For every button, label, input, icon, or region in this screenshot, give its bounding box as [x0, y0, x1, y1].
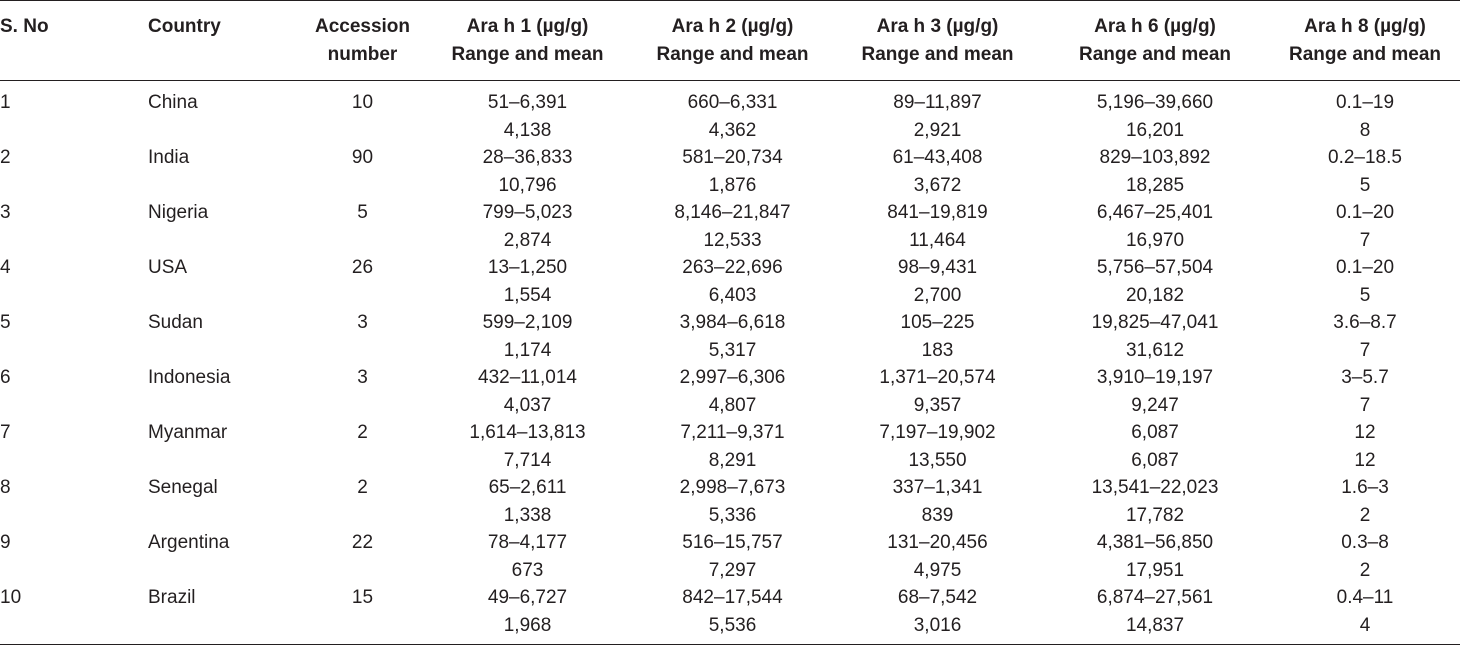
- cell-ara-h2: [630, 584, 835, 644]
- cell-sno: 5: [0, 312, 11, 333]
- ara-h1-range: 432–11,014: [478, 367, 577, 388]
- ara-h6-mean: 14,837: [1125, 614, 1185, 636]
- header-ara-h6-line2: Range and mean: [1078, 44, 1232, 65]
- cell-ara-h2: [630, 309, 835, 364]
- table-row: [0, 419, 1460, 474]
- cell-ara-h1: [425, 199, 630, 254]
- cell-ara-h2: [630, 144, 835, 199]
- header-ara-h2: [630, 1, 835, 81]
- header-accession-line2: number: [327, 44, 398, 65]
- cell-ara-h6: [1040, 584, 1270, 644]
- header-ara-h6-line1: Ara h 6 (µg/g): [1094, 16, 1216, 37]
- header-accession-line1: Accession: [314, 16, 411, 37]
- ara-h2-range: 263–22,696: [682, 257, 783, 278]
- cell-ara-h2: [630, 199, 835, 254]
- ara-h6-range: 3,910–19,197: [1096, 367, 1214, 388]
- header-row: [0, 1, 1460, 81]
- ara-h8-mean: 2: [1359, 559, 1371, 581]
- cell-ara-h6: [1040, 474, 1270, 529]
- cell-accession: 26: [351, 257, 374, 278]
- ara-h8-range: 12: [1354, 422, 1376, 443]
- ara-h6-mean: 16,201: [1125, 119, 1185, 141]
- header-ara-h3-line1: Ara h 3 (µg/g): [876, 16, 999, 37]
- ara-h2-range: 7,211–9,371: [680, 422, 785, 443]
- table-row: [0, 254, 1460, 309]
- ara-h3-mean: 3,016: [913, 614, 962, 636]
- ara-h2-mean: 12,533: [703, 229, 762, 251]
- ara-h1-range: 78–4,177: [487, 532, 568, 553]
- ara-h2-mean: 5,536: [708, 614, 757, 636]
- ara-h1-range: 28–36,833: [482, 147, 573, 168]
- ara-h2-mean: 6,403: [708, 284, 757, 306]
- cell-ara-h1: [425, 81, 630, 145]
- cell-ara-h8: [1270, 584, 1460, 644]
- cell-ara-h3: [835, 81, 1040, 145]
- cell-sno: 8: [0, 477, 11, 498]
- ara-h3-range: 841–19,819: [887, 202, 988, 223]
- ara-h1-mean: 1,338: [503, 504, 552, 526]
- header-ara-h8-line1: Ara h 8 (µg/g): [1304, 16, 1426, 37]
- ara-h3-range: 68–7,542: [897, 587, 978, 608]
- table-row: [0, 199, 1460, 254]
- ara-h3-mean: 2,700: [913, 284, 962, 306]
- cell-ara-h1: [425, 584, 630, 644]
- ara-h3-range: 89–11,897: [893, 92, 982, 113]
- ara-h1-mean: 10,796: [498, 174, 557, 196]
- cell-ara-h6: [1040, 254, 1270, 309]
- cell-country: Argentina: [148, 532, 230, 553]
- header-sno: S. No: [0, 1, 140, 81]
- cell-sno: 2: [0, 147, 11, 168]
- ara-h6-mean: 31,612: [1125, 339, 1185, 361]
- ara-h2-range: 2,997–6,306: [679, 367, 786, 388]
- ara-h6-range: 13,541–22,023: [1091, 477, 1219, 498]
- ara-h3-range: 337–1,341: [892, 477, 983, 498]
- ara-h3-range: 98–9,431: [897, 257, 978, 278]
- cell-ara-h3: [835, 529, 1040, 584]
- cell-accession: 15: [300, 584, 425, 644]
- ara-h1-range: 1,614–13,813: [469, 422, 586, 443]
- cell-ara-h2: [630, 81, 835, 145]
- cell-accession: 22: [351, 532, 374, 553]
- ara-h8-mean: 7: [1359, 339, 1371, 361]
- ara-h3-range: 61–43,408: [892, 147, 983, 168]
- cell-ara-h8: [1270, 199, 1460, 254]
- cell-country: China: [148, 92, 198, 113]
- ara-h2-mean: 4,362: [708, 119, 757, 141]
- ara-h2-range: 516–15,757: [682, 532, 783, 553]
- cell-ara-h3: [835, 474, 1040, 529]
- ara-h3-mean: 2,921: [913, 119, 962, 141]
- cell-accession: 3: [357, 367, 368, 388]
- cell-accession: 90: [351, 147, 374, 168]
- ara-h1-mean: 2,874: [503, 229, 552, 251]
- table-header: [0, 1, 1460, 81]
- ara-h8-range: 1.6–3: [1341, 477, 1389, 498]
- table-row: [0, 144, 1460, 199]
- ara-h6-mean: 9,247: [1131, 394, 1179, 416]
- ara-h8-mean: 7: [1359, 229, 1371, 251]
- cell-ara-h8: [1270, 364, 1460, 419]
- cell-country: Senegal: [148, 477, 218, 498]
- ara-h8-range: 0.4–11: [1336, 587, 1394, 608]
- ara-h1-mean: 673: [511, 559, 544, 581]
- cell-sno: 6: [0, 367, 11, 388]
- ara-h6-range: 5,756–57,504: [1096, 257, 1214, 278]
- ara-h2-range: 842–17,544: [682, 587, 783, 608]
- ara-h3-mean: 3,672: [913, 174, 962, 196]
- ara-h8-range: 0.1–19: [1335, 92, 1395, 113]
- ara-h8-mean: 4: [1359, 614, 1371, 636]
- ara-h6-range: 19,825–47,041: [1091, 312, 1219, 333]
- ara-h8-mean: 5: [1359, 174, 1371, 196]
- ara-h8-range: 0.1–20: [1335, 202, 1395, 223]
- cell-accession: 2: [357, 477, 368, 498]
- cell-accession: 5: [357, 202, 368, 223]
- ara-h8-range: 0.2–18.5: [1328, 147, 1402, 168]
- cell-country: Nigeria: [148, 202, 209, 223]
- cell-country: USA: [148, 257, 188, 278]
- cell-ara-h6: [1040, 364, 1270, 419]
- header-ara-h1-line2: Range and mean: [451, 44, 604, 65]
- ara-h3-mean: 11,464: [909, 229, 966, 251]
- ara-h2-range: 3,984–6,618: [679, 312, 786, 333]
- cell-ara-h1: [425, 144, 630, 199]
- ara-h2-range: 581–20,734: [682, 147, 783, 168]
- ara-h1-range: 599–2,109: [482, 312, 573, 333]
- ara-h8-range: 0.3–8: [1341, 532, 1389, 553]
- cell-ara-h3: [835, 144, 1040, 199]
- cell-ara-h8: [1270, 81, 1460, 145]
- cell-ara-h3: [835, 419, 1040, 474]
- cell-ara-h6: [1040, 144, 1270, 199]
- cell-ara-h2: [630, 419, 835, 474]
- header-ara-h8: [1270, 1, 1460, 81]
- ara-h3-mean: 839: [921, 504, 954, 526]
- header-ara-h2-line2: Range and mean: [656, 44, 809, 65]
- cell-accession: 10: [351, 92, 374, 113]
- ara-h1-range: 65–2,611: [488, 477, 567, 498]
- cell-ara-h1: [425, 254, 630, 309]
- ara-h3-range: 105–225: [900, 312, 975, 333]
- ara-h1-mean: 4,138: [503, 119, 552, 141]
- cell-ara-h3: [835, 199, 1040, 254]
- ara-h6-mean: 17,782: [1125, 504, 1185, 526]
- table-row: [0, 309, 1460, 364]
- ara-h2-mean: 8,291: [708, 449, 757, 471]
- cell-ara-h6: [1040, 199, 1270, 254]
- cell-sno: 7: [0, 422, 11, 443]
- cell-country: India: [148, 147, 190, 168]
- cell-ara-h2: [630, 364, 835, 419]
- ara-h2-mean: 7,297: [708, 559, 757, 581]
- cell-country: Sudan: [148, 312, 203, 333]
- header-country: Country: [140, 1, 300, 81]
- ara-h8-mean: 5: [1359, 284, 1371, 306]
- ara-h3-range: 1,371–20,574: [879, 367, 996, 388]
- header-ara-h3: [835, 1, 1040, 81]
- ara-h6-mean: 17,951: [1125, 559, 1185, 581]
- ara-h2-range: 2,998–7,673: [679, 477, 786, 498]
- header-ara-h8-line2: Range and mean: [1288, 44, 1442, 65]
- cell-accession: 2: [357, 422, 368, 443]
- ara-h2-mean: 4,807: [708, 394, 757, 416]
- ara-h2-range: 660–6,331: [687, 92, 778, 113]
- ara-h3-mean: 9,357: [913, 394, 962, 416]
- table-row: [0, 474, 1460, 529]
- ara-h8-mean: 2: [1359, 504, 1371, 526]
- cell-ara-h1: [425, 364, 630, 419]
- ara-h1-mean: 1,554: [503, 284, 552, 306]
- ara-h8-mean: 8: [1359, 119, 1371, 141]
- ara-h6-mean: 20,182: [1125, 284, 1185, 306]
- cell-ara-h8: [1270, 309, 1460, 364]
- cell-sno: 1: [0, 92, 11, 113]
- cell-ara-h3: [835, 309, 1040, 364]
- ara-h6-range: 4,381–56,850: [1096, 532, 1214, 553]
- ara-h1-mean: 7,714: [503, 449, 552, 471]
- cell-ara-h1: [425, 419, 630, 474]
- table-row: [0, 529, 1460, 584]
- cell-accession: 3: [357, 312, 368, 333]
- ara-h1-range: 799–5,023: [482, 202, 573, 223]
- cell-ara-h2: [630, 474, 835, 529]
- header-ara-h6: [1040, 1, 1270, 81]
- header-ara-h3-line2: Range and mean: [861, 44, 1014, 65]
- cell-ara-h3: [835, 584, 1040, 644]
- cell-ara-h2: [630, 254, 835, 309]
- ara-h3-mean: 13,550: [908, 449, 967, 471]
- ara-h3-range: 7,197–19,902: [879, 422, 996, 443]
- ara-h8-mean: 7: [1359, 394, 1371, 416]
- cell-country: Indonesia: [148, 367, 231, 388]
- ara-h1-mean: 1,174: [503, 339, 552, 361]
- header-ara-h1: [425, 1, 630, 81]
- cell-sno: 9: [0, 532, 11, 553]
- cell-sno: 4: [0, 257, 11, 278]
- ara-h6-mean: 18,285: [1125, 174, 1185, 196]
- cell-sno: 3: [0, 202, 11, 223]
- cell-country: Brazil: [140, 584, 300, 644]
- ara-h6-mean: 16,970: [1125, 229, 1185, 251]
- ara-h2-range: 8,146–21,847: [674, 202, 791, 223]
- ara-h2-mean: 5,317: [708, 339, 757, 361]
- ara-h1-mean: 4,037: [503, 394, 552, 416]
- cell-ara-h3: [835, 254, 1040, 309]
- ara-h1-mean: 1,968: [503, 614, 552, 636]
- cell-ara-h6: [1040, 419, 1270, 474]
- cell-ara-h6: [1040, 81, 1270, 145]
- table-row: [0, 584, 1460, 644]
- cell-ara-h8: [1270, 419, 1460, 474]
- ara-h6-range: 6,087: [1131, 422, 1179, 443]
- ara-h3-mean: 183: [921, 339, 954, 361]
- table-body: [0, 81, 1460, 645]
- cell-ara-h1: [425, 309, 630, 364]
- header-ara-h2-line1: Ara h 2 (µg/g): [671, 16, 794, 37]
- cell-ara-h8: [1270, 254, 1460, 309]
- ara-h2-mean: 1,876: [708, 174, 757, 196]
- ara-h8-range: 0.1–20: [1335, 257, 1395, 278]
- cell-ara-h6: [1040, 529, 1270, 584]
- header-accession: [300, 1, 425, 81]
- cell-ara-h1: [425, 529, 630, 584]
- cell-ara-h3: [835, 364, 1040, 419]
- cell-ara-h1: [425, 474, 630, 529]
- ara-h6-range: 6,874–27,561: [1096, 587, 1214, 608]
- cell-ara-h2: [630, 529, 835, 584]
- cell-ara-h6: [1040, 309, 1270, 364]
- cell-ara-h8: [1270, 529, 1460, 584]
- header-ara-h1-line1: Ara h 1 (µg/g): [466, 16, 589, 37]
- cell-ara-h8: [1270, 474, 1460, 529]
- table-row: [0, 81, 1460, 145]
- ara-h6-mean: 6,087: [1131, 449, 1179, 471]
- table-row: [0, 364, 1460, 419]
- ara-h1-range: 13–1,250: [487, 257, 568, 278]
- ara-h6-range: 6,467–25,401: [1096, 202, 1214, 223]
- ara-h1-range: 51–6,391: [487, 92, 568, 113]
- ara-h8-mean: 12: [1354, 449, 1376, 471]
- ara-h8-range: 3.6–8.7: [1333, 312, 1397, 333]
- ara-h1-range: 49–6,727: [487, 587, 568, 608]
- cell-sno: 10: [0, 584, 140, 644]
- cell-country: Myanmar: [148, 422, 228, 443]
- ara-h3-range: 131–20,456: [887, 532, 988, 553]
- ara-h3-mean: 4,975: [913, 559, 962, 581]
- ara-h6-range: 5,196–39,660: [1096, 92, 1214, 113]
- ara-h8-range: 3–5.7: [1341, 367, 1389, 388]
- ara-h6-range: 829–103,892: [1099, 147, 1211, 168]
- cell-ara-h8: [1270, 144, 1460, 199]
- ara-h2-mean: 5,336: [708, 504, 757, 526]
